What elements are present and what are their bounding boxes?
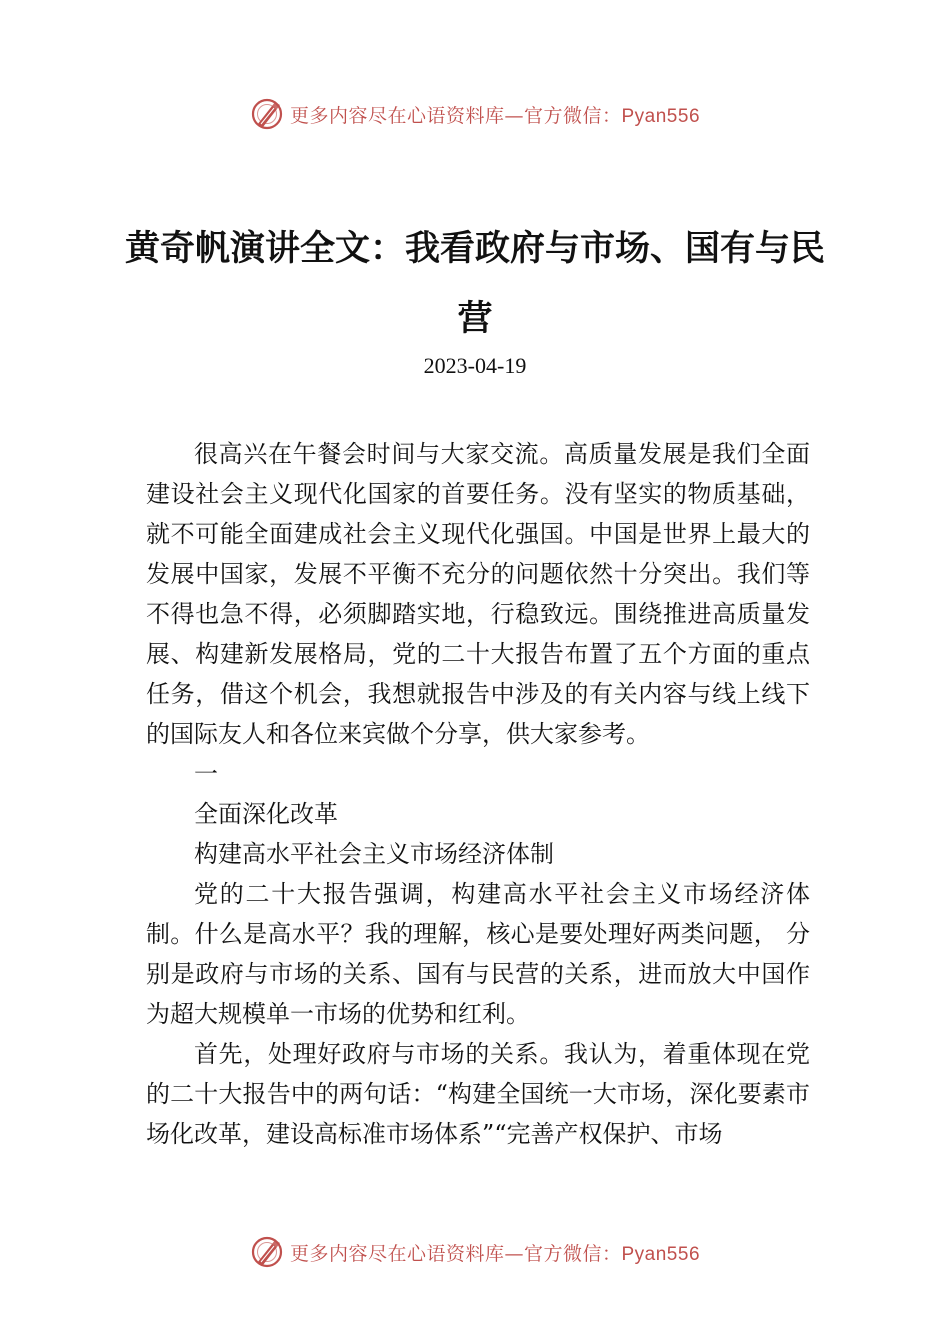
wechat-id: Pyan556 — [621, 105, 701, 127]
banner-text: 更多内容尽在心语资料库—官方微信：Pyan556 — [289, 104, 701, 127]
section-subheading: 构建高水平社会主义市场经济体制 — [194, 840, 554, 868]
section-number: 一 — [194, 760, 218, 788]
footer-watermark-banner — [0, 1232, 950, 1272]
header-watermark-banner — [0, 94, 950, 134]
banner-text: 更多内容尽在心语资料库—官方微信：Pyan556 — [289, 1242, 701, 1265]
paragraph: 党的二十大报告强调，构建高水平社会主义市场经济体制。什么是高水平？我的理解，核心是要处理好两类问题， 分别是政府与市场的关系、国有与民营的关系，进而放大中国作为超大规模单一市场的优势和红利。 — [146, 880, 810, 1028]
paragraph: 很高兴在午餐会时间与大家交流。高质量发展是我们全面建设社会主义现代化国家的首要任务。没有坚实的物质基础，就不可能全面建成社会主义现代化强国。中国是世界上最大的发展中国家，发展不平衡不充分的问题依然十分突出。我们等不得也急不得，必须脚踏实地，行稳致远。围绕推进高质量发展、构建新发展格局，党的二十大报告布置了五个方面的重点任务，借这个机会，我想就报告中涉及的有关内容与线上线下的国际友人和各位来宾做个分享，供大家参考。 — [146, 440, 810, 748]
article-body — [146, 434, 810, 1154]
article-title: 黄奇帆演讲全文：我看政府与市场、国有与民营 — [124, 228, 825, 339]
wechat-id: Pyan556 — [621, 1243, 701, 1265]
pen-nib-circle-icon — [250, 97, 284, 131]
pen-nib-circle-icon — [250, 1235, 284, 1269]
paragraph: 首先，处理好政府与市场的关系。我认为，着重体现在党的二十大报告中的两句话：“构建全国统一大市场，深化要素市场化改革，建设高标准市场体系”“完善产权保护、市场 — [146, 1040, 810, 1148]
section-heading: 全面深化改革 — [194, 800, 338, 828]
publish-date: 2023-04-19 — [423, 353, 527, 378]
